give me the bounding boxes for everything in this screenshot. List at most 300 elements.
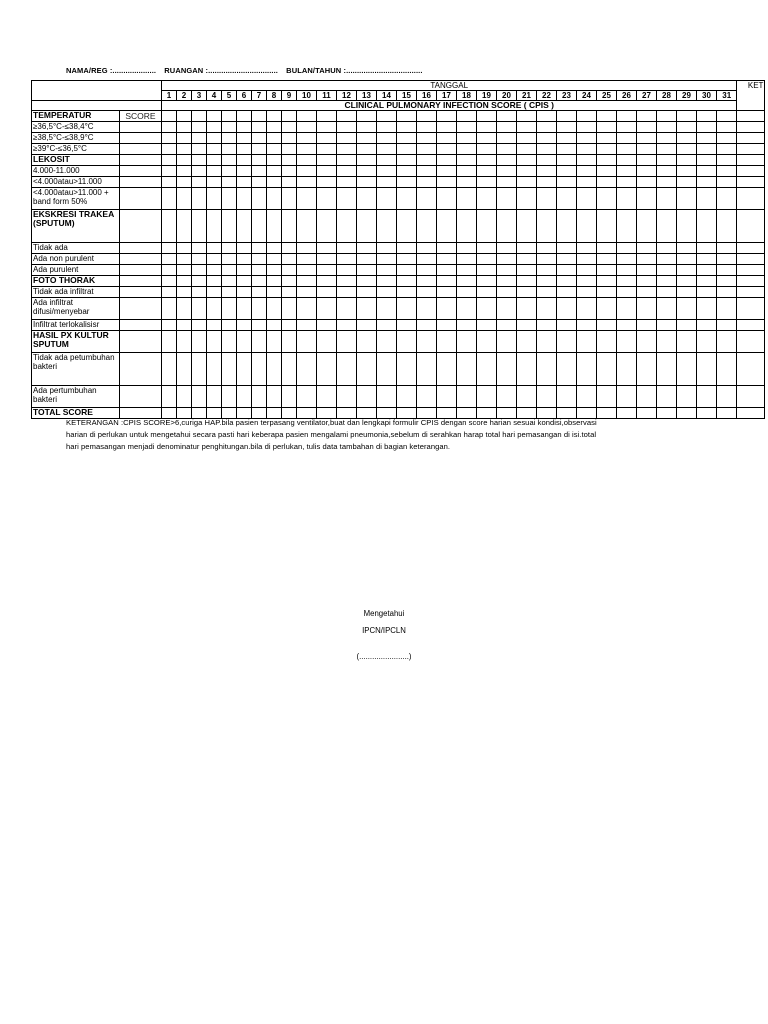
ket-entry-cell[interactable] xyxy=(737,188,765,210)
day-entry-cell[interactable] xyxy=(337,265,357,276)
ket-entry-cell[interactable] xyxy=(737,122,765,133)
day-entry-cell[interactable] xyxy=(267,210,282,243)
day-entry-cell[interactable] xyxy=(477,320,497,331)
day-entry-cell[interactable] xyxy=(677,188,697,210)
day-entry-cell[interactable] xyxy=(267,133,282,144)
day-entry-cell[interactable] xyxy=(637,111,657,122)
day-entry-cell[interactable] xyxy=(177,331,192,353)
day-entry-cell[interactable] xyxy=(497,353,517,386)
day-entry-cell[interactable] xyxy=(237,144,252,155)
day-entry-cell[interactable] xyxy=(557,298,577,320)
day-entry-cell[interactable] xyxy=(357,254,377,265)
day-entry-cell[interactable] xyxy=(267,320,282,331)
day-entry-cell[interactable] xyxy=(207,287,222,298)
day-entry-cell[interactable] xyxy=(177,144,192,155)
day-entry-cell[interactable] xyxy=(557,276,577,287)
day-entry-cell[interactable] xyxy=(222,276,237,287)
day-entry-cell[interactable] xyxy=(317,133,337,144)
day-entry-cell[interactable] xyxy=(677,177,697,188)
day-entry-cell[interactable] xyxy=(457,144,477,155)
day-entry-cell[interactable] xyxy=(657,111,677,122)
day-entry-cell[interactable] xyxy=(252,276,267,287)
day-entry-cell[interactable] xyxy=(557,287,577,298)
day-entry-cell[interactable] xyxy=(237,386,252,408)
day-entry-cell[interactable] xyxy=(337,133,357,144)
day-entry-cell[interactable] xyxy=(677,144,697,155)
day-entry-cell[interactable] xyxy=(377,111,397,122)
day-entry-cell[interactable] xyxy=(677,155,697,166)
day-entry-cell[interactable] xyxy=(557,122,577,133)
day-entry-cell[interactable] xyxy=(637,353,657,386)
day-entry-cell[interactable] xyxy=(537,320,557,331)
day-entry-cell[interactable] xyxy=(637,265,657,276)
day-entry-cell[interactable] xyxy=(697,144,717,155)
day-entry-cell[interactable] xyxy=(252,320,267,331)
day-entry-cell[interactable] xyxy=(207,133,222,144)
day-entry-cell[interactable] xyxy=(282,298,297,320)
day-entry-cell[interactable] xyxy=(397,166,417,177)
day-entry-cell[interactable] xyxy=(397,287,417,298)
day-entry-cell[interactable] xyxy=(497,276,517,287)
day-entry-cell[interactable] xyxy=(677,111,697,122)
day-entry-cell[interactable] xyxy=(557,177,577,188)
day-entry-cell[interactable] xyxy=(397,144,417,155)
day-entry-cell[interactable] xyxy=(477,177,497,188)
day-entry-cell[interactable] xyxy=(297,298,317,320)
day-entry-cell[interactable] xyxy=(637,320,657,331)
day-entry-cell[interactable] xyxy=(597,243,617,254)
day-entry-cell[interactable] xyxy=(577,133,597,144)
day-entry-cell[interactable] xyxy=(162,166,177,177)
day-entry-cell[interactable] xyxy=(177,287,192,298)
day-entry-cell[interactable] xyxy=(222,254,237,265)
day-entry-cell[interactable] xyxy=(417,320,437,331)
day-entry-cell[interactable] xyxy=(577,177,597,188)
ket-entry-cell[interactable] xyxy=(737,243,765,254)
day-entry-cell[interactable] xyxy=(192,353,207,386)
day-entry-cell[interactable] xyxy=(577,188,597,210)
day-entry-cell[interactable] xyxy=(337,243,357,254)
day-entry-cell[interactable] xyxy=(222,111,237,122)
day-entry-cell[interactable] xyxy=(697,320,717,331)
day-entry-cell[interactable] xyxy=(357,122,377,133)
day-entry-cell[interactable] xyxy=(357,287,377,298)
day-entry-cell[interactable] xyxy=(457,276,477,287)
day-entry-cell[interactable] xyxy=(267,122,282,133)
day-entry-cell[interactable] xyxy=(282,188,297,210)
day-entry-cell[interactable] xyxy=(497,177,517,188)
day-entry-cell[interactable] xyxy=(222,287,237,298)
day-entry-cell[interactable] xyxy=(577,210,597,243)
day-entry-cell[interactable] xyxy=(717,144,737,155)
day-entry-cell[interactable] xyxy=(557,188,577,210)
day-entry-cell[interactable] xyxy=(497,287,517,298)
day-entry-cell[interactable] xyxy=(557,386,577,408)
day-entry-cell[interactable] xyxy=(557,111,577,122)
day-entry-cell[interactable] xyxy=(637,210,657,243)
day-entry-cell[interactable] xyxy=(297,188,317,210)
day-entry-cell[interactable] xyxy=(317,320,337,331)
day-entry-cell[interactable] xyxy=(397,320,417,331)
day-entry-cell[interactable] xyxy=(637,331,657,353)
day-entry-cell[interactable] xyxy=(237,133,252,144)
day-entry-cell[interactable] xyxy=(297,265,317,276)
day-entry-cell[interactable] xyxy=(237,122,252,133)
score-cell[interactable] xyxy=(120,155,162,166)
day-entry-cell[interactable] xyxy=(417,386,437,408)
day-entry-cell[interactable] xyxy=(477,386,497,408)
day-entry-cell[interactable] xyxy=(477,298,497,320)
day-entry-cell[interactable] xyxy=(237,254,252,265)
day-entry-cell[interactable] xyxy=(192,188,207,210)
day-entry-cell[interactable] xyxy=(237,166,252,177)
score-cell[interactable] xyxy=(120,133,162,144)
day-entry-cell[interactable] xyxy=(717,122,737,133)
day-entry-cell[interactable] xyxy=(337,166,357,177)
day-entry-cell[interactable] xyxy=(192,144,207,155)
day-entry-cell[interactable] xyxy=(337,210,357,243)
day-entry-cell[interactable] xyxy=(657,298,677,320)
day-entry-cell[interactable] xyxy=(237,353,252,386)
day-entry-cell[interactable] xyxy=(357,298,377,320)
day-entry-cell[interactable] xyxy=(457,353,477,386)
day-entry-cell[interactable] xyxy=(177,122,192,133)
day-entry-cell[interactable] xyxy=(297,166,317,177)
day-entry-cell[interactable] xyxy=(417,111,437,122)
ket-entry-cell[interactable] xyxy=(737,111,765,122)
day-entry-cell[interactable] xyxy=(267,353,282,386)
day-entry-cell[interactable] xyxy=(192,265,207,276)
day-entry-cell[interactable] xyxy=(637,155,657,166)
day-entry-cell[interactable] xyxy=(437,111,457,122)
day-entry-cell[interactable] xyxy=(337,276,357,287)
day-entry-cell[interactable] xyxy=(537,188,557,210)
day-entry-cell[interactable] xyxy=(437,144,457,155)
score-cell[interactable] xyxy=(120,243,162,254)
day-entry-cell[interactable] xyxy=(517,177,537,188)
day-entry-cell[interactable] xyxy=(717,320,737,331)
day-entry-cell[interactable] xyxy=(192,111,207,122)
day-entry-cell[interactable] xyxy=(537,243,557,254)
day-entry-cell[interactable] xyxy=(657,265,677,276)
day-entry-cell[interactable] xyxy=(557,265,577,276)
day-entry-cell[interactable] xyxy=(222,210,237,243)
day-entry-cell[interactable] xyxy=(207,276,222,287)
day-entry-cell[interactable] xyxy=(337,144,357,155)
day-entry-cell[interactable] xyxy=(297,177,317,188)
score-cell[interactable] xyxy=(120,298,162,320)
day-entry-cell[interactable] xyxy=(597,177,617,188)
day-entry-cell[interactable] xyxy=(417,243,437,254)
day-entry-cell[interactable] xyxy=(417,265,437,276)
day-entry-cell[interactable] xyxy=(497,320,517,331)
day-entry-cell[interactable] xyxy=(677,320,697,331)
day-entry-cell[interactable] xyxy=(577,276,597,287)
day-entry-cell[interactable] xyxy=(617,298,637,320)
day-entry-cell[interactable] xyxy=(517,122,537,133)
day-entry-cell[interactable] xyxy=(337,122,357,133)
day-entry-cell[interactable] xyxy=(557,155,577,166)
day-entry-cell[interactable] xyxy=(317,122,337,133)
day-entry-cell[interactable] xyxy=(717,133,737,144)
day-entry-cell[interactable] xyxy=(617,331,637,353)
score-cell[interactable] xyxy=(120,144,162,155)
day-entry-cell[interactable] xyxy=(577,243,597,254)
day-entry-cell[interactable] xyxy=(437,122,457,133)
day-entry-cell[interactable] xyxy=(697,276,717,287)
day-entry-cell[interactable] xyxy=(617,287,637,298)
day-entry-cell[interactable] xyxy=(577,166,597,177)
day-entry-cell[interactable] xyxy=(657,144,677,155)
day-entry-cell[interactable] xyxy=(377,122,397,133)
day-entry-cell[interactable] xyxy=(637,276,657,287)
day-entry-cell[interactable] xyxy=(317,287,337,298)
day-entry-cell[interactable] xyxy=(417,133,437,144)
day-entry-cell[interactable] xyxy=(577,320,597,331)
day-entry-cell[interactable] xyxy=(317,243,337,254)
day-entry-cell[interactable] xyxy=(192,331,207,353)
day-entry-cell[interactable] xyxy=(207,155,222,166)
day-entry-cell[interactable] xyxy=(207,210,222,243)
day-entry-cell[interactable] xyxy=(177,320,192,331)
day-entry-cell[interactable] xyxy=(282,210,297,243)
day-entry-cell[interactable] xyxy=(207,331,222,353)
day-entry-cell[interactable] xyxy=(237,287,252,298)
day-entry-cell[interactable] xyxy=(192,386,207,408)
day-entry-cell[interactable] xyxy=(537,298,557,320)
day-entry-cell[interactable] xyxy=(677,243,697,254)
day-entry-cell[interactable] xyxy=(267,111,282,122)
day-entry-cell[interactable] xyxy=(397,276,417,287)
day-entry-cell[interactable] xyxy=(357,210,377,243)
day-entry-cell[interactable] xyxy=(317,188,337,210)
day-entry-cell[interactable] xyxy=(577,287,597,298)
day-entry-cell[interactable] xyxy=(267,166,282,177)
day-entry-cell[interactable] xyxy=(517,210,537,243)
day-entry-cell[interactable] xyxy=(697,298,717,320)
day-entry-cell[interactable] xyxy=(597,133,617,144)
day-entry-cell[interactable] xyxy=(207,298,222,320)
day-entry-cell[interactable] xyxy=(457,111,477,122)
day-entry-cell[interactable] xyxy=(297,320,317,331)
day-entry-cell[interactable] xyxy=(357,177,377,188)
day-entry-cell[interactable] xyxy=(497,166,517,177)
day-entry-cell[interactable] xyxy=(282,166,297,177)
day-entry-cell[interactable] xyxy=(207,188,222,210)
day-entry-cell[interactable] xyxy=(267,287,282,298)
ket-entry-cell[interactable] xyxy=(737,320,765,331)
day-entry-cell[interactable] xyxy=(377,276,397,287)
day-entry-cell[interactable] xyxy=(497,243,517,254)
day-entry-cell[interactable] xyxy=(597,287,617,298)
day-entry-cell[interactable] xyxy=(597,353,617,386)
day-entry-cell[interactable] xyxy=(222,177,237,188)
day-entry-cell[interactable] xyxy=(177,254,192,265)
day-entry-cell[interactable] xyxy=(717,210,737,243)
day-entry-cell[interactable] xyxy=(162,111,177,122)
day-entry-cell[interactable] xyxy=(477,144,497,155)
day-entry-cell[interactable] xyxy=(457,320,477,331)
day-entry-cell[interactable] xyxy=(377,298,397,320)
day-entry-cell[interactable] xyxy=(517,254,537,265)
day-entry-cell[interactable] xyxy=(437,254,457,265)
day-entry-cell[interactable] xyxy=(337,254,357,265)
day-entry-cell[interactable] xyxy=(377,320,397,331)
day-entry-cell[interactable] xyxy=(337,331,357,353)
day-entry-cell[interactable] xyxy=(282,353,297,386)
day-entry-cell[interactable] xyxy=(477,353,497,386)
day-entry-cell[interactable] xyxy=(537,177,557,188)
day-entry-cell[interactable] xyxy=(317,331,337,353)
day-entry-cell[interactable] xyxy=(697,155,717,166)
day-entry-cell[interactable] xyxy=(337,386,357,408)
day-entry-cell[interactable] xyxy=(252,188,267,210)
day-entry-cell[interactable] xyxy=(697,331,717,353)
day-entry-cell[interactable] xyxy=(617,188,637,210)
day-entry-cell[interactable] xyxy=(192,122,207,133)
day-entry-cell[interactable] xyxy=(437,166,457,177)
day-entry-cell[interactable] xyxy=(517,166,537,177)
day-entry-cell[interactable] xyxy=(177,276,192,287)
day-entry-cell[interactable] xyxy=(497,331,517,353)
day-entry-cell[interactable] xyxy=(717,155,737,166)
score-cell[interactable] xyxy=(120,353,162,386)
day-entry-cell[interactable] xyxy=(297,210,317,243)
day-entry-cell[interactable] xyxy=(357,144,377,155)
day-entry-cell[interactable] xyxy=(377,133,397,144)
day-entry-cell[interactable] xyxy=(617,265,637,276)
ket-entry-cell[interactable] xyxy=(737,298,765,320)
day-entry-cell[interactable] xyxy=(252,177,267,188)
day-entry-cell[interactable] xyxy=(317,177,337,188)
day-entry-cell[interactable] xyxy=(397,133,417,144)
day-entry-cell[interactable] xyxy=(317,111,337,122)
day-entry-cell[interactable] xyxy=(207,265,222,276)
day-entry-cell[interactable] xyxy=(697,353,717,386)
day-entry-cell[interactable] xyxy=(317,254,337,265)
day-entry-cell[interactable] xyxy=(657,133,677,144)
day-entry-cell[interactable] xyxy=(657,188,677,210)
ket-entry-cell[interactable] xyxy=(737,210,765,243)
ket-entry-cell[interactable] xyxy=(737,353,765,386)
ket-entry-cell[interactable] xyxy=(737,287,765,298)
day-entry-cell[interactable] xyxy=(597,320,617,331)
day-entry-cell[interactable] xyxy=(162,353,177,386)
day-entry-cell[interactable] xyxy=(222,265,237,276)
day-entry-cell[interactable] xyxy=(617,122,637,133)
day-entry-cell[interactable] xyxy=(177,210,192,243)
day-entry-cell[interactable] xyxy=(457,188,477,210)
day-entry-cell[interactable] xyxy=(617,144,637,155)
ket-entry-cell[interactable] xyxy=(737,166,765,177)
day-entry-cell[interactable] xyxy=(192,276,207,287)
day-entry-cell[interactable] xyxy=(222,243,237,254)
day-entry-cell[interactable] xyxy=(457,287,477,298)
day-entry-cell[interactable] xyxy=(377,144,397,155)
day-entry-cell[interactable] xyxy=(282,287,297,298)
ket-entry-cell[interactable] xyxy=(737,276,765,287)
ket-entry-cell[interactable] xyxy=(737,144,765,155)
day-entry-cell[interactable] xyxy=(417,287,437,298)
day-entry-cell[interactable] xyxy=(252,122,267,133)
day-entry-cell[interactable] xyxy=(617,133,637,144)
day-entry-cell[interactable] xyxy=(177,177,192,188)
day-entry-cell[interactable] xyxy=(597,111,617,122)
day-entry-cell[interactable] xyxy=(677,265,697,276)
day-entry-cell[interactable] xyxy=(222,320,237,331)
day-entry-cell[interactable] xyxy=(377,287,397,298)
day-entry-cell[interactable] xyxy=(597,276,617,287)
day-entry-cell[interactable] xyxy=(577,386,597,408)
day-entry-cell[interactable] xyxy=(297,287,317,298)
day-entry-cell[interactable] xyxy=(177,298,192,320)
day-entry-cell[interactable] xyxy=(192,155,207,166)
day-entry-cell[interactable] xyxy=(457,122,477,133)
ket-entry-cell[interactable] xyxy=(737,177,765,188)
day-entry-cell[interactable] xyxy=(357,276,377,287)
day-entry-cell[interactable] xyxy=(597,298,617,320)
day-entry-cell[interactable] xyxy=(457,331,477,353)
day-entry-cell[interactable] xyxy=(717,188,737,210)
day-entry-cell[interactable] xyxy=(237,243,252,254)
day-entry-cell[interactable] xyxy=(497,254,517,265)
day-entry-cell[interactable] xyxy=(437,320,457,331)
day-entry-cell[interactable] xyxy=(357,265,377,276)
day-entry-cell[interactable] xyxy=(377,254,397,265)
day-entry-cell[interactable] xyxy=(252,287,267,298)
day-entry-cell[interactable] xyxy=(537,287,557,298)
day-entry-cell[interactable] xyxy=(477,287,497,298)
day-entry-cell[interactable] xyxy=(677,133,697,144)
day-entry-cell[interactable] xyxy=(317,210,337,243)
day-entry-cell[interactable] xyxy=(417,254,437,265)
day-entry-cell[interactable] xyxy=(297,122,317,133)
day-entry-cell[interactable] xyxy=(537,133,557,144)
day-entry-cell[interactable] xyxy=(457,210,477,243)
day-entry-cell[interactable] xyxy=(697,386,717,408)
day-entry-cell[interactable] xyxy=(252,111,267,122)
ket-entry-cell[interactable] xyxy=(737,254,765,265)
day-entry-cell[interactable] xyxy=(252,254,267,265)
day-entry-cell[interactable] xyxy=(317,353,337,386)
day-entry-cell[interactable] xyxy=(437,243,457,254)
day-entry-cell[interactable] xyxy=(557,210,577,243)
day-entry-cell[interactable] xyxy=(267,254,282,265)
day-entry-cell[interactable] xyxy=(162,276,177,287)
score-cell[interactable] xyxy=(120,254,162,265)
day-entry-cell[interactable] xyxy=(177,133,192,144)
day-entry-cell[interactable] xyxy=(237,276,252,287)
day-entry-cell[interactable] xyxy=(282,276,297,287)
day-entry-cell[interactable] xyxy=(697,122,717,133)
ket-entry-cell[interactable] xyxy=(737,265,765,276)
day-entry-cell[interactable] xyxy=(252,331,267,353)
day-entry-cell[interactable] xyxy=(177,166,192,177)
day-entry-cell[interactable] xyxy=(517,276,537,287)
day-entry-cell[interactable] xyxy=(297,133,317,144)
day-entry-cell[interactable] xyxy=(677,122,697,133)
day-entry-cell[interactable] xyxy=(437,155,457,166)
day-entry-cell[interactable] xyxy=(717,386,737,408)
ket-entry-cell[interactable] xyxy=(737,331,765,353)
score-cell[interactable] xyxy=(120,386,162,408)
day-entry-cell[interactable] xyxy=(657,331,677,353)
score-cell[interactable] xyxy=(120,122,162,133)
day-entry-cell[interactable] xyxy=(517,298,537,320)
day-entry-cell[interactable] xyxy=(297,386,317,408)
day-entry-cell[interactable] xyxy=(557,133,577,144)
day-entry-cell[interactable] xyxy=(657,155,677,166)
